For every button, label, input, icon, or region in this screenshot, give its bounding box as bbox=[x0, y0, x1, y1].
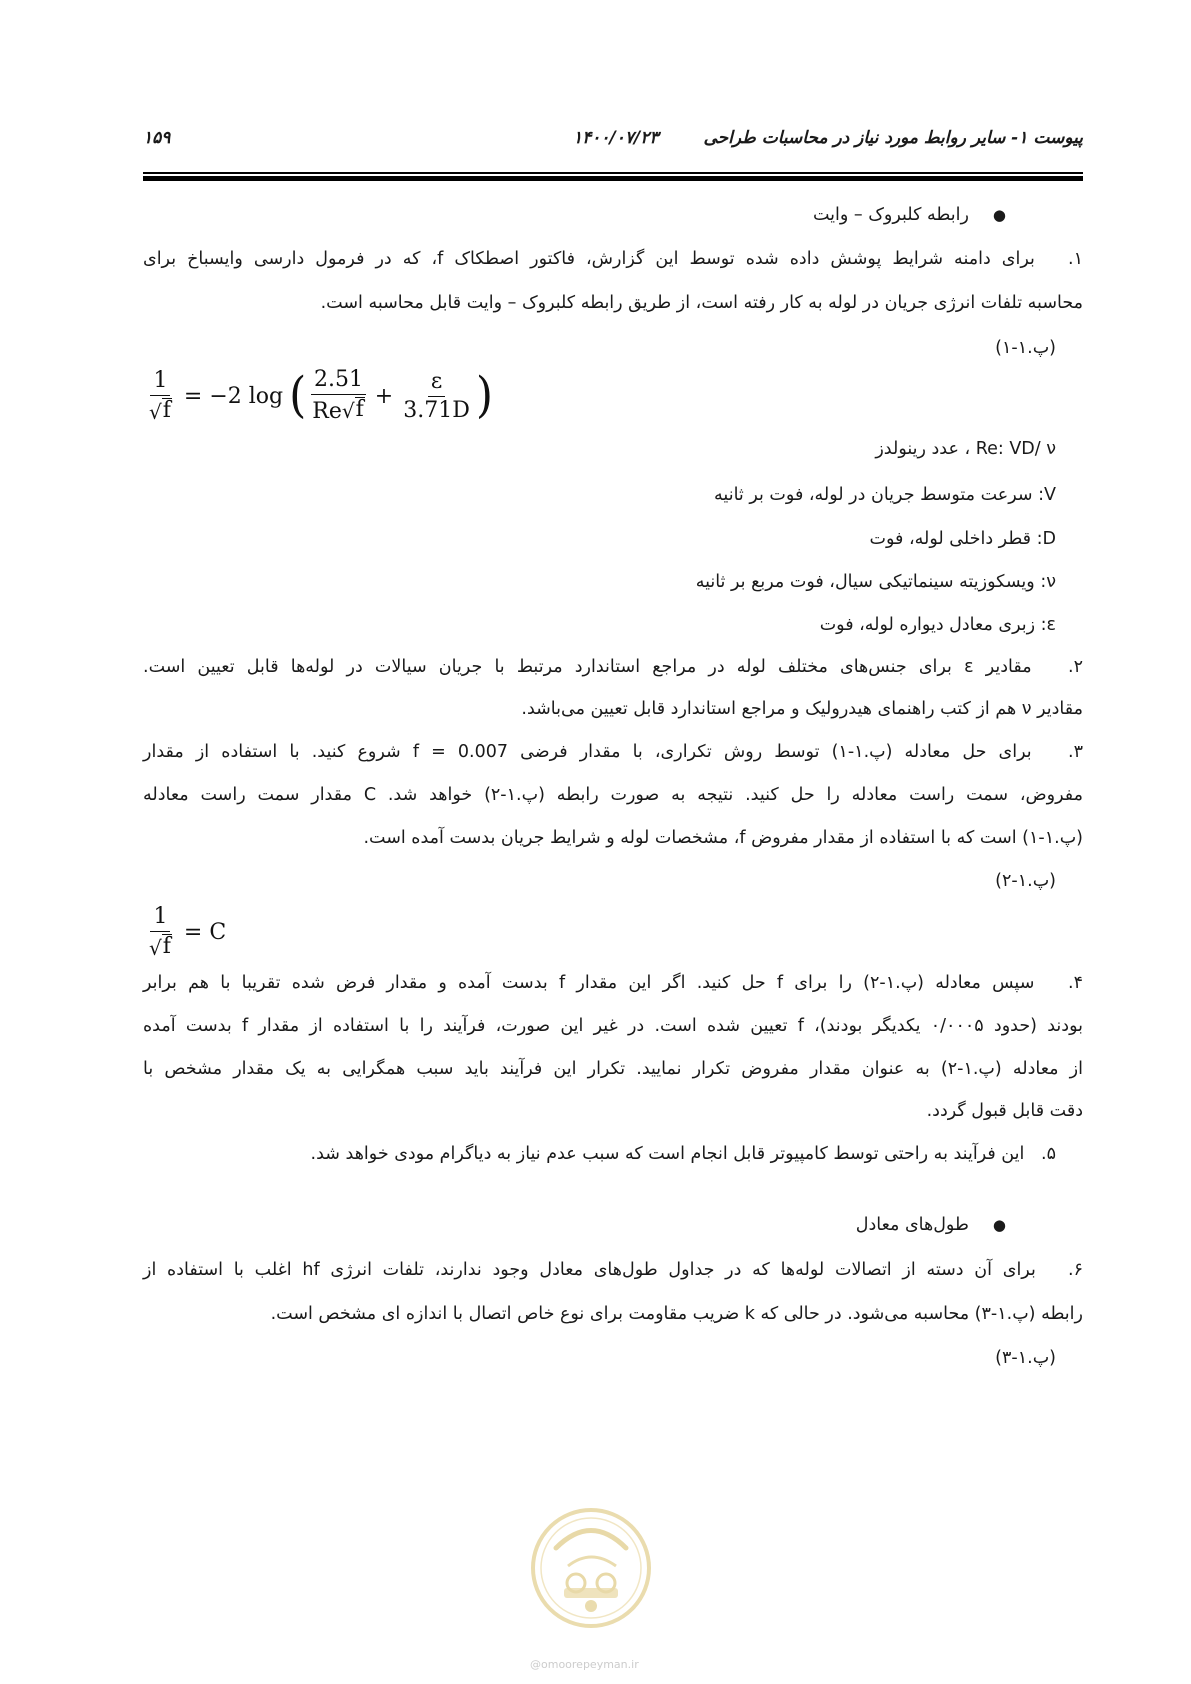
watermark-text: @omoorepeyman.ir bbox=[530, 1658, 639, 1671]
eq2-lhs-num: 1 bbox=[150, 905, 170, 932]
p2-line2: مقادیر ν هم از کتب راهنمای هیدرولیک و مراجع استاندارد قابل تعیین می‌باشد. bbox=[521, 699, 1083, 719]
eq1-term2-den: 3.71D bbox=[403, 397, 470, 423]
equation-iteration bbox=[143, 905, 226, 959]
eq1-lhs-num: 1 bbox=[150, 369, 170, 396]
eq2-lhs-den: √ f bbox=[149, 934, 171, 961]
def-viscosity: ν: ویسکوزیته سینماتیکی سیال، فوت مربع بر ثانیه bbox=[695, 572, 1056, 592]
eq1-label: (پ.۱-۱) bbox=[995, 338, 1056, 358]
p3-line3: (پ.۱-۱) است که با استفاده از مقدار مفروض f، مشخصات لوله و شرایط جریان بدست آمده است. bbox=[363, 828, 1083, 848]
bullet-equivalent-lengths bbox=[856, 1215, 1006, 1235]
eq1-term2-num: ε bbox=[428, 370, 445, 397]
p1-line2: محاسبه تلفات انرژی جریان در لوله به کار رفته است، از طریق رابطه کلبروک – وایت قابل محاسبه است. bbox=[320, 293, 1083, 313]
bullet-label: طول‌های معادل bbox=[855, 1215, 969, 1235]
def-velocity: V: سرعت متوسط جریان در لوله، فوت بر ثانیه bbox=[714, 485, 1056, 505]
eq2-lhs-fraction bbox=[146, 905, 175, 959]
page-number: ۱۵۹ bbox=[143, 128, 171, 148]
p5-line1: ۵. این فرآیند به راحتی توسط کامپیوتر قابل انجام است که سبب عدم نیاز به دیاگرام مودی خواهد شد. bbox=[310, 1144, 1056, 1164]
eq1-plus: + bbox=[374, 383, 394, 409]
header-date: ۱۴۰۰/۰۷/۲۳ bbox=[573, 128, 659, 148]
eq3-label: (پ.۱-۳) bbox=[995, 1348, 1056, 1368]
equation-colebrook bbox=[143, 368, 493, 425]
p2-line1: ۲. مقادیر ε برای جنس‌های مختلف لوله در مراجع استاندارد مرتبط با جریان سیالات در لوله‌ها قابل تعیین است. bbox=[143, 657, 1083, 677]
sqrt-symbol: √ bbox=[341, 399, 355, 424]
sqrt-symbol: √ bbox=[149, 400, 162, 425]
header-title: پیوست ۱- سایر روابط مورد نیاز در محاسبات طراحی bbox=[703, 128, 1083, 148]
p6-line1: ۶. برای آن دسته از اتصالات لوله‌ها که در جداول طول‌های معادل وجود ندارند، تلفات انرژی hf اغلب با استفاده از bbox=[143, 1260, 1083, 1280]
p6-line2: رابطه (پ.۱-۳) محاسبه می‌شود. در حالی که k ضریب مقاومت برای نوع خاص اتصال با اندازه ای مشخص است. bbox=[270, 1304, 1083, 1324]
p3-line1: ۳. برای حل معادله (پ.۱-۱) توسط روش تکراری، با مقدار فرضی f = 0.007 شروع کنید. با استفاده از مقدار bbox=[143, 742, 1083, 762]
eq1-lhs-fraction bbox=[146, 369, 175, 423]
eq1-term1 bbox=[309, 368, 368, 425]
sqrt-symbol: √ bbox=[149, 936, 162, 961]
watermark-logo-icon bbox=[526, 1488, 656, 1658]
p4-line3: از معادله (پ.۱-۲) به عنوان مقدار مفروض تکرار نمایید. تکرار این فرآیند باید سبب همگرایی به یک مقدار مشخص با bbox=[143, 1059, 1083, 1079]
eq1-lhs-den: √ f bbox=[149, 398, 171, 425]
eq1-term1-num: 2.51 bbox=[311, 368, 366, 395]
def-roughness: ε: زبری معادل دیواره لوله، فوت bbox=[819, 615, 1056, 635]
def-reynolds: Re: VD/ ν ، عدد رینولدز bbox=[875, 439, 1056, 459]
def-diameter: D: قطر داخلی لوله، فوت bbox=[869, 529, 1056, 549]
eq1-term2 bbox=[400, 370, 473, 423]
eq1-open-paren: ( bbox=[289, 367, 307, 424]
eq1-term1-den: Re √ f bbox=[312, 397, 364, 425]
bullet-colebrook bbox=[813, 205, 1006, 225]
bullet-label: رابطه کلبروک – وایت bbox=[813, 205, 969, 225]
bullet-dot: ● bbox=[992, 1216, 1006, 1234]
eq1-operator: = −2 log bbox=[183, 383, 284, 409]
p4-line2: بودند (حدود ۰/۰۰۰۵ یکدیگر بودند)، f تعیین شده است. در غیر این صورت، فرآیند را با استفاده از مقدار f بدست آمده bbox=[143, 1016, 1084, 1036]
p1-line1: ۱. برای دامنه شرایط پوشش داده شده توسط این گزارش، فاکتور اصطکاک f، که در فرمول دارسی وایسباخ برای bbox=[143, 249, 1083, 269]
eq1-close-paren: ) bbox=[475, 367, 494, 424]
eq2-label: (پ.۱-۲) bbox=[995, 871, 1056, 891]
p3-line2: مفروض، سمت راست معادله را حل کنید. نتیجه به صورت رابطه (پ.۱-۲) خواهد شد. C مقدار سمت راست معادله bbox=[143, 785, 1084, 805]
p4-line1: ۴. سپس معادله (پ.۱-۲) را برای f حل کنید. اگر این مقدار f بدست آمده و مقدار فرض شده تقریبا با هم برابر bbox=[143, 973, 1084, 993]
p4-line4: دقت قابل قبول گردد. bbox=[926, 1101, 1083, 1121]
bullet-dot: ● bbox=[992, 206, 1006, 224]
eq2-rhs: = C bbox=[183, 919, 227, 945]
